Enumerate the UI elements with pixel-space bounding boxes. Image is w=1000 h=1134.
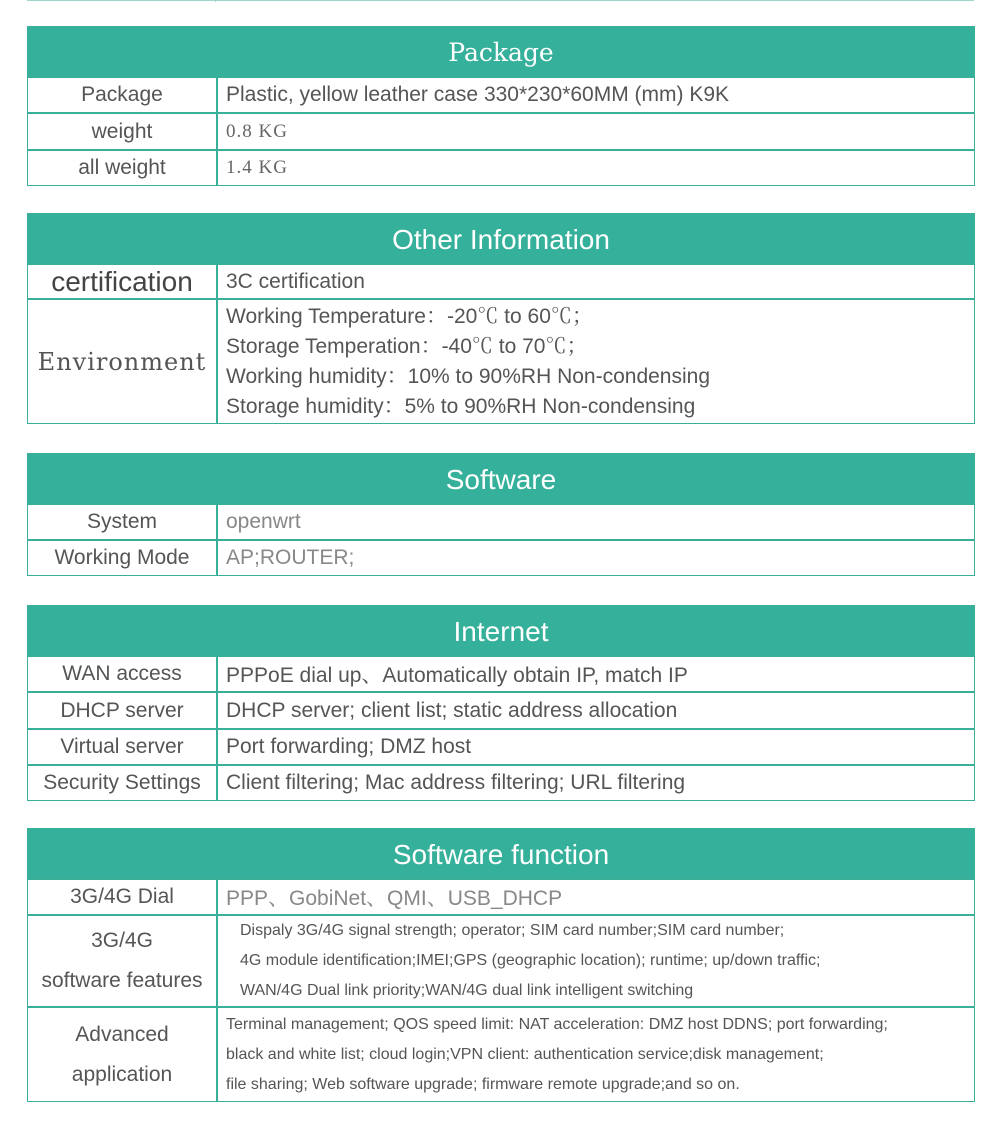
spec-value-line: 0.8 KG [226, 120, 288, 142]
spec-value-line: DHCP server; client list; static address allocation [226, 698, 678, 722]
top-divider [27, 0, 974, 1]
spec-value [218, 265, 974, 298]
spec-value-line: Plastic, yellow leather case 330*230*60MM (mm) K9K [226, 83, 730, 106]
spec-value-line: Storage Temperation：-40℃ to 70℃； [226, 334, 588, 358]
spec-value-line: openwrt [226, 510, 301, 533]
spec-value-line: Client filtering; Mac address filtering; URL filtering [226, 771, 686, 794]
spec-value [218, 657, 974, 691]
spec-value-line: 1.4 KG [226, 157, 288, 178]
section-software [27, 453, 975, 576]
spec-value [218, 916, 974, 1006]
spec-row [28, 112, 974, 149]
spec-value [218, 693, 974, 728]
spec-row [28, 914, 974, 1006]
spec-value [218, 766, 974, 800]
spec-value-line: 3C certification [226, 269, 365, 293]
spec-value-line: Port forwarding; DMZ host [226, 735, 472, 758]
spec-row [28, 149, 974, 185]
spec-row [28, 655, 974, 691]
section-title: Other Information [28, 214, 974, 263]
spec-row [28, 878, 974, 914]
spec-label: Security Settings [28, 766, 218, 800]
spec-row [28, 691, 974, 728]
spec-value [218, 78, 974, 112]
spec-value-line: 4G module identification;IMEI;GPS (geographic location); runtime; up/down traffic; [240, 952, 821, 969]
section-software-function [27, 828, 975, 1102]
section-title: Software [28, 454, 974, 503]
spec-value [218, 730, 974, 764]
spec-value-line: PPPoE dial up、Automatically obtain IP, match IP [226, 664, 688, 687]
spec-label: Working Mode [28, 541, 218, 575]
section-title: Software function [28, 829, 974, 878]
spec-label: certification [28, 265, 218, 298]
section-title: Internet [28, 606, 974, 655]
spec-label: weight [28, 114, 218, 149]
spec-label: all weight [28, 151, 218, 185]
spec-row [28, 764, 974, 800]
spec-label: 3G/4G Dial [28, 880, 218, 914]
spec-label: System [28, 505, 218, 539]
spec-row [28, 263, 974, 298]
spec-value-line: WAN/4G Dual link priority;WAN/4G dual link intelligent switching [240, 982, 694, 999]
spec-value [218, 505, 974, 539]
spec-label: Package [28, 78, 218, 112]
spec-row [28, 503, 974, 539]
spec-row [28, 539, 974, 575]
spec-value-line: Storage humidity：5% to 90%RH Non-condensing [226, 394, 696, 418]
top-column-divider [215, 0, 216, 2]
spec-value [218, 114, 974, 149]
spec-row [28, 728, 974, 764]
spec-label: DHCP server [28, 693, 218, 728]
spec-value-line: black and white list; cloud login;VPN client: authentication service;disk management; [226, 1045, 824, 1063]
spec-value [218, 151, 974, 185]
spec-value-line: Working Temperature：-20℃ to 60℃； [226, 304, 593, 328]
spec-row [28, 76, 974, 112]
spec-label: Advanced application [28, 1008, 218, 1101]
spec-value-line: PPP、GobiNet、QMI、USB_DHCP [226, 887, 563, 910]
spec-row [28, 298, 974, 423]
spec-label: WAN access [28, 657, 218, 691]
section-title: Package [28, 27, 974, 76]
spec-value-line: Dispaly 3G/4G signal strength; operator; SIM card number;SIM card number; [240, 922, 785, 939]
section-internet [27, 605, 975, 801]
spec-value-line: Working humidity：10% to 90%RH Non-condensing [226, 364, 711, 388]
spec-label: Environment [28, 300, 218, 423]
spec-label: Virtual server [28, 730, 218, 764]
spec-value [218, 300, 974, 423]
spec-value [218, 880, 974, 914]
spec-value [218, 541, 974, 575]
spec-row [28, 1006, 974, 1101]
spec-value-line: Terminal management; QOS speed limit: NAT acceleration: DMZ host DDNS; port forwarding; [226, 1015, 888, 1033]
spec-value-line: AP;ROUTER; [226, 546, 355, 569]
section-package [27, 26, 975, 186]
spec-label: 3G/4G software features [28, 916, 218, 1006]
spec-value-line: file sharing; Web software upgrade; firmware remote upgrade;and so on. [226, 1075, 740, 1093]
spec-value [218, 1008, 974, 1101]
section-other-information [27, 213, 975, 424]
